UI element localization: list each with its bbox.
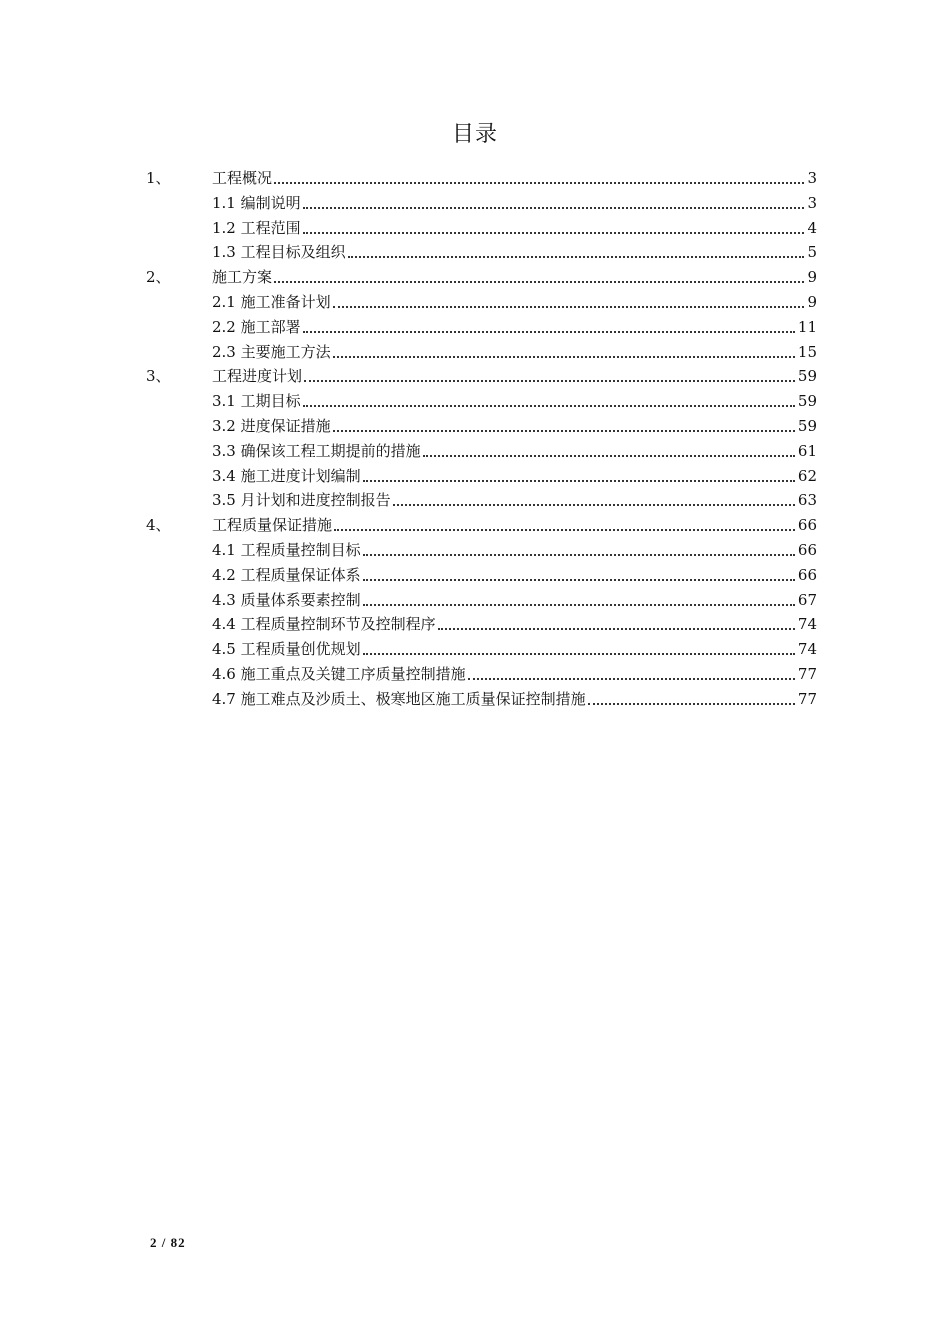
toc-entry-page-number: 74 <box>797 615 817 634</box>
toc-entry-page-number: 59 <box>797 367 817 386</box>
toc-entry[interactable] <box>212 439 817 464</box>
toc-entry-text: 2.1 施工准备计划 <box>212 293 331 311</box>
toc-entry-text: 1.2 工程范围 <box>212 218 301 237</box>
dot-leader <box>304 379 795 382</box>
toc-entry-text: 4.4 工程质量控制环节及控制程序 <box>212 615 436 634</box>
toc-entry[interactable] <box>146 513 817 538</box>
toc-entry-text: 3.2 进度保证措施 <box>212 417 331 435</box>
dot-leader <box>303 206 805 209</box>
toc-entry[interactable] <box>212 662 817 687</box>
toc-entry-text: 3.3 确保该工程工期提前的措施 <box>212 441 421 460</box>
dot-leader <box>468 677 795 680</box>
dot-leader <box>588 702 795 705</box>
toc-entry[interactable] <box>212 637 817 662</box>
dot-leader <box>423 454 795 457</box>
toc-entry-page-number: 62 <box>797 466 817 485</box>
dot-leader <box>334 528 795 531</box>
dot-leader <box>348 255 805 258</box>
dot-leader <box>438 627 795 630</box>
toc-entry-text: 4.1 工程质量控制目标 <box>212 541 361 559</box>
dot-leader <box>274 280 804 283</box>
toc-entry[interactable] <box>212 191 817 216</box>
toc-entry-text: 2.3 主要施工方法 <box>212 342 331 361</box>
toc-entry-text: 工程进度计划 <box>212 367 303 386</box>
toc-entry-page-number: 61 <box>797 441 817 460</box>
toc-entry[interactable] <box>212 687 817 712</box>
dot-leader <box>363 479 795 482</box>
toc-entry-page-number: 77 <box>797 665 817 683</box>
toc-entry-page-number: 9 <box>807 268 817 287</box>
toc-entry[interactable] <box>212 340 817 365</box>
toc-entry-page-number: 66 <box>797 516 817 535</box>
toc-entry-text: 3.5 月计划和进度控制报告 <box>212 491 391 510</box>
toc-entry-text: 3.4 施工进度计划编制 <box>212 466 361 485</box>
dot-leader <box>393 503 795 506</box>
toc-entry[interactable] <box>212 216 817 241</box>
toc-entry-page-number: 77 <box>797 689 817 708</box>
toc-entry-text: 4.6 施工重点及关键工序质量控制措施 <box>212 665 466 683</box>
toc-entry-number: 3、 <box>146 367 171 386</box>
dot-leader <box>303 330 795 333</box>
toc-entry[interactable] <box>146 166 817 191</box>
toc-entry[interactable] <box>212 488 817 513</box>
toc-entry-page-number: 67 <box>797 590 817 609</box>
toc-entry[interactable] <box>146 364 817 389</box>
toc-entry-page-number: 11 <box>797 317 817 336</box>
toc-entry-page-number: 74 <box>797 640 817 659</box>
toc-entry[interactable] <box>212 290 817 315</box>
toc-entry-text: 4.2 工程质量保证体系 <box>212 565 361 584</box>
toc-entry-page-number: 63 <box>797 491 817 510</box>
dot-leader <box>363 578 795 581</box>
toc-entry-text: 2.2 施工部署 <box>212 317 301 336</box>
toc-entry-page-number: 5 <box>807 243 817 262</box>
toc-entry-number: 1、 <box>146 169 171 187</box>
toc-entry-text: 4.7 施工难点及沙质土、极寒地区施工质量保证控制措施 <box>212 689 586 708</box>
page-title: 目录 <box>451 122 498 147</box>
toc-entry-page-number: 66 <box>797 565 817 584</box>
dot-leader <box>333 355 795 358</box>
toc-entry-number: 2、 <box>146 268 171 287</box>
dot-leader <box>363 652 795 655</box>
dot-leader <box>274 181 804 184</box>
toc-entry[interactable] <box>212 538 817 563</box>
toc-entry-page-number: 4 <box>807 218 817 237</box>
toc-entry-page-number: 66 <box>797 541 817 559</box>
dot-leader <box>303 404 795 407</box>
toc-entry[interactable] <box>146 265 817 290</box>
toc-entry[interactable] <box>212 612 817 637</box>
toc-entry-page-number: 3 <box>807 193 817 212</box>
toc-entry-text: 施工方案 <box>212 268 273 287</box>
toc-entry-text: 工程质量保证措施 <box>212 516 333 535</box>
toc-entry[interactable] <box>212 389 817 414</box>
toc-entry-text: 1.1 编制说明 <box>212 193 301 212</box>
toc-entry-page-number: 9 <box>807 293 817 311</box>
dot-leader <box>333 305 805 308</box>
toc-entry-text: 3.1 工期目标 <box>212 392 301 411</box>
page-indicator: 2 / 82 <box>150 1235 186 1250</box>
toc-entry[interactable] <box>212 563 817 588</box>
toc-entry-text: 1.3 工程目标及组织 <box>212 243 346 262</box>
dot-leader <box>363 553 795 556</box>
toc-entry[interactable] <box>212 414 817 439</box>
toc-entry[interactable] <box>212 464 817 489</box>
dot-leader <box>303 231 805 234</box>
toc-entry-page-number: 59 <box>797 392 817 411</box>
toc-entry[interactable] <box>212 588 817 613</box>
toc-entry-text: 工程概况 <box>212 169 273 187</box>
toc-entry-text: 4.3 质量体系要素控制 <box>212 590 361 609</box>
toc-entry[interactable] <box>212 315 817 340</box>
toc-entry-text: 4.5 工程质量创优规划 <box>212 640 361 659</box>
toc-entry[interactable] <box>212 240 817 265</box>
toc-entry-page-number: 15 <box>797 342 817 361</box>
toc-entry-page-number: 3 <box>807 169 817 187</box>
toc-entry-number: 4、 <box>146 516 171 535</box>
dot-leader <box>333 429 795 432</box>
dot-leader <box>363 603 795 606</box>
toc-entry-page-number: 59 <box>797 417 817 435</box>
